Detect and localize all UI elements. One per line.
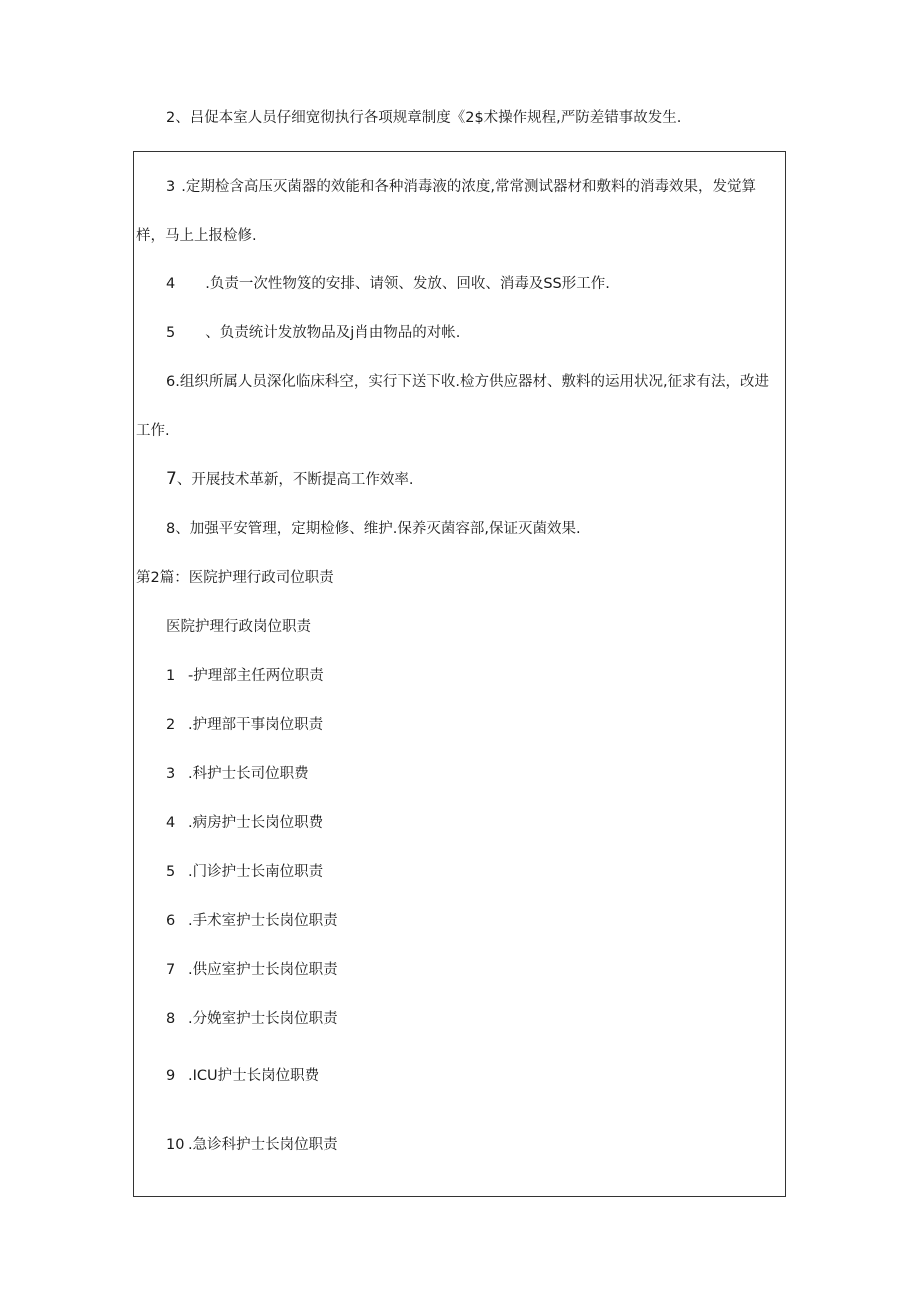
list-item-number: 6 (166, 913, 176, 929)
list-item-text: .分娩室护士长岗位职责 (188, 1011, 338, 1027)
list-item (166, 1009, 338, 1029)
list-item-text: .急诊科护士长岗位职责 (188, 1137, 338, 1153)
list-item-number: 8 (166, 1011, 176, 1027)
list-item-text: .ICU护士长岗位职费 (188, 1068, 320, 1084)
list-item (166, 1135, 338, 1155)
list-item-text: .病房护士长岗位职费 (188, 815, 324, 831)
list-item-text: .手术室护士长岗位职责 (188, 913, 338, 929)
item-3-line-2: 样，马上上报检修. (136, 228, 257, 244)
list-item (166, 960, 338, 980)
item-3-number: 3 (166, 179, 176, 195)
list-item-text: .供应室护士长岗位职责 (188, 962, 338, 978)
list-item-text: .科护士长司位职费 (188, 766, 309, 782)
list-item (166, 1066, 319, 1086)
item-6-line-1: 6.组织所属人员深化临床科空，实行下送下收.检方供应器材、敷料的运用状况,征求有法，改进 (166, 374, 770, 390)
list-item-number: 9 (166, 1068, 176, 1084)
list-item-number: 2 (166, 717, 176, 733)
item-4-number: 4 (166, 276, 176, 292)
item-7-number: 7 (166, 469, 177, 489)
list-item-text: -护理部主任两位职责 (188, 668, 324, 684)
item-5-number: 5 (166, 325, 176, 341)
list-item-number: 7 (166, 962, 176, 978)
section-heading: 第2篇：医院护理行政司位职责 (136, 570, 334, 586)
top-item-2: 2、吕促本室人员仔细宽彻执行各项规章制度《2$术操作规程,严防差错事故发生. (166, 110, 682, 126)
list-item (166, 813, 323, 833)
item-4-text: .负责一次性物笈的安排、请领、发放、回收、消毒及SS形工作. (205, 276, 610, 292)
list-item-text: .门诊护士长南位职责 (188, 864, 324, 880)
list-item-text: .护理部干事岗位职责 (188, 717, 324, 733)
list-item-number: 10 (166, 1137, 185, 1153)
list-item (166, 911, 338, 931)
item-4 (166, 274, 610, 294)
list-item (166, 715, 323, 735)
item-5-text: 、负责统计发放物品及j肖由物品的对帐. (205, 325, 461, 341)
item-3-line-1 (166, 177, 756, 197)
list-item (166, 666, 324, 686)
list-item-number: 1 (166, 668, 176, 684)
item-8: 8、加强平安管理，定期检修、维护.保养灭菌容部,保证灭菌效果. (166, 521, 581, 537)
item-3-text: .定期检含高压灭菌器的效能和各种消毒液的浓度,常常测试器材和敷料的消毒效果，发觉算 (181, 179, 756, 195)
list-item-number: 4 (166, 815, 176, 831)
item-5 (166, 323, 460, 343)
list-item-number: 5 (166, 864, 176, 880)
subheading: 医院护理行政岗位职责 (166, 619, 311, 635)
item-7 (166, 469, 413, 490)
list-item-number: 3 (166, 766, 176, 782)
list-item (166, 862, 323, 882)
item-6-line-2: 工作. (136, 423, 170, 439)
item-7-text: 、开展技术革新，不断提高工作效率. (176, 472, 414, 488)
list-item (166, 764, 309, 784)
